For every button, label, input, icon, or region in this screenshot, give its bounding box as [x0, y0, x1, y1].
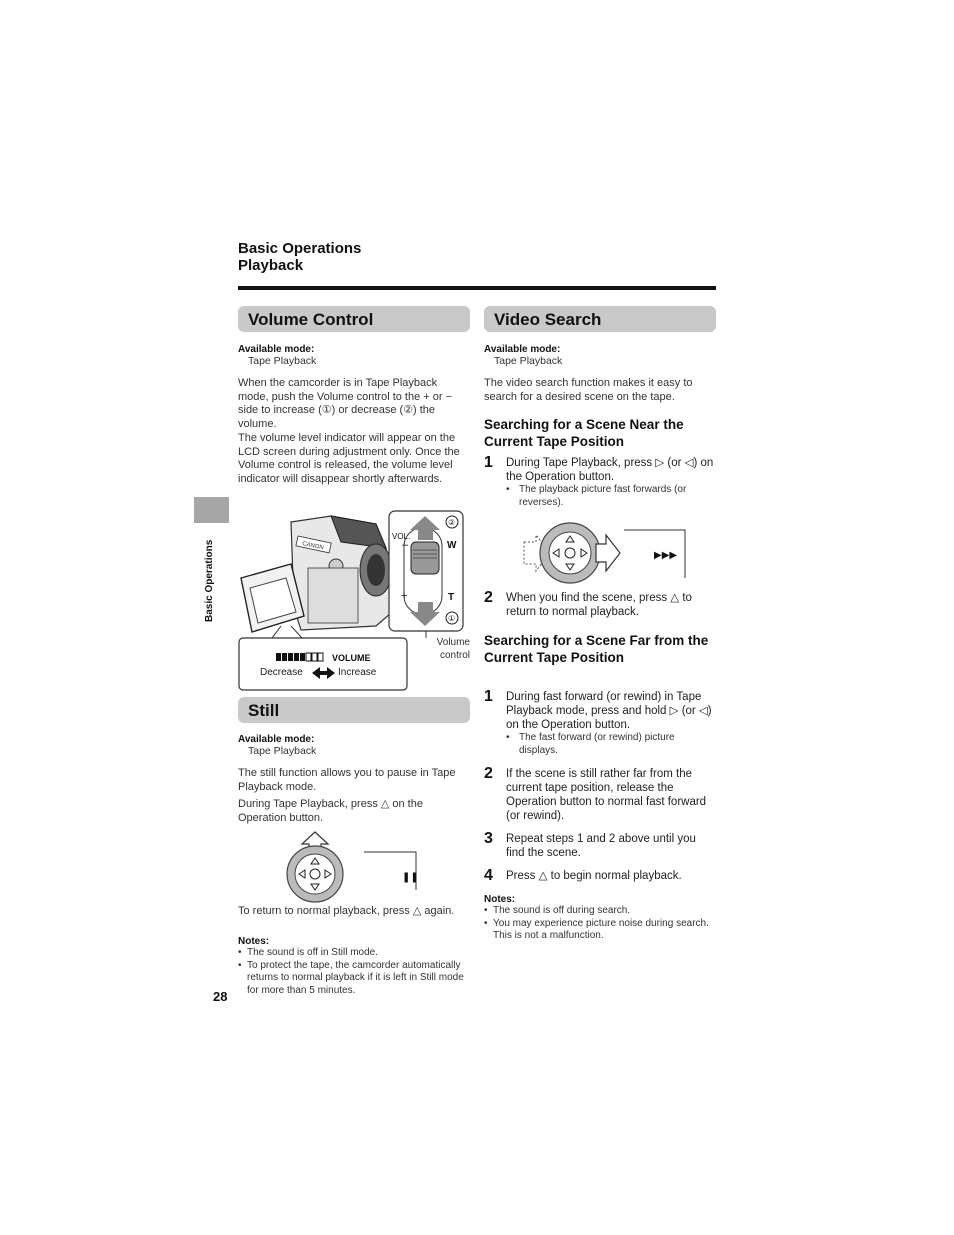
vol-label: VOL.	[392, 532, 411, 541]
volume-control-callout	[418, 637, 470, 662]
step-number: 1	[484, 688, 493, 705]
callout-line-1: Volume	[436, 637, 470, 648]
step-text: Press △ to begin normal playback.	[506, 870, 682, 882]
far-step-4	[484, 869, 716, 883]
step-text: When you find the scene, press △ to return to normal playback.	[506, 592, 692, 618]
camcorder-volume-figure	[236, 508, 476, 694]
step-bullet: • The playback picture fast forwards (or reverses).	[506, 484, 687, 508]
notes-label: Notes:	[484, 894, 516, 905]
fast-forward-icon: ▶▶▶	[654, 550, 678, 561]
section-header	[238, 240, 361, 274]
brand-text: CANON	[301, 541, 325, 552]
far-heading: Searching for a Scene Far from the Current Tape Position	[484, 633, 709, 665]
far-step-2	[484, 767, 716, 823]
still-title: Still	[238, 697, 470, 723]
step-number: 2	[484, 589, 493, 606]
increase-label: Increase	[338, 667, 377, 678]
near-heading: Searching for a Scene Near the Current Tape Position	[484, 417, 684, 449]
step-text: During Tape Playback, press ▷ (or ◁) on the Operation button.	[506, 457, 714, 483]
far-step-3	[484, 832, 716, 860]
minus-label: –	[402, 539, 409, 551]
num-one: ①	[448, 614, 456, 623]
available-mode-label: Available mode:	[238, 734, 315, 745]
available-mode-label: Available mode:	[484, 344, 561, 355]
t-label: T	[448, 592, 455, 603]
still-operation-figure	[280, 828, 425, 904]
video-search-title: Video Search	[484, 306, 716, 332]
available-mode-value: Tape Playback	[248, 745, 317, 757]
volume-control-title: Volume Control	[238, 306, 470, 332]
video-search-notes	[484, 894, 716, 943]
plus-label: +	[401, 590, 408, 602]
near-step-2	[484, 591, 716, 619]
side-tab	[194, 497, 229, 523]
header-line-2: Playback	[238, 257, 304, 274]
still-para-1: The still function allows you to pause in Tape Playback mode.	[238, 767, 456, 793]
num-two: ②	[448, 518, 456, 527]
search-operation-figure	[510, 520, 695, 588]
still-notes	[238, 936, 470, 997]
pause-icon: ❚❚	[402, 872, 419, 883]
step-text: Repeat steps 1 and 2 above until you find the scene.	[506, 833, 696, 859]
volume-para-1: When the camcorder is in Tape Playback mode, push the Volume control to the + or − side to increase (①) or decrease (②) the volume.	[238, 377, 453, 430]
step-number: 4	[484, 867, 493, 884]
step-number: 2	[484, 765, 493, 782]
callout-line-2: control	[439, 649, 470, 661]
indicator-text: VOLUME	[332, 653, 371, 663]
far-step-1	[484, 690, 716, 757]
still-para-3: To return to normal playback, press △ again.	[238, 905, 455, 917]
w-label: W	[447, 540, 457, 551]
step-number: 1	[484, 454, 493, 471]
side-tab-label: Basic Operations	[204, 539, 215, 622]
near-step-1	[484, 456, 716, 509]
note-item: • The sound is off in Still mode.	[238, 947, 378, 958]
step-bullet: • The fast forward (or rewind) picture displays.	[506, 732, 675, 756]
video-search-available	[484, 344, 716, 367]
volume-available	[238, 344, 470, 367]
video-search-intro: The video search function makes it easy to search for a desired scene on the tape.	[484, 377, 693, 403]
step-text: If the scene is still rather far from the current tape position, release the Operation button to normal fast forward (or rewind).	[506, 768, 707, 822]
note-item: • The sound is off during search.	[484, 905, 631, 916]
note-item: • You may experience picture noise during search. This is not a malfunction.	[484, 917, 709, 941]
header-rule	[238, 286, 716, 290]
page-number: 28	[213, 989, 228, 1004]
still-available	[238, 734, 470, 757]
step-number: 3	[484, 830, 493, 847]
header-line-1: Basic Operations	[238, 240, 362, 257]
volume-para-2: The volume level indicator will appear on the LCD screen during adjustment only. Once the Volume control is released, the volume level indicator will disappear shortly afterwards.	[238, 432, 460, 485]
decrease-label: Decrease	[260, 667, 303, 678]
still-para-2: During Tape Playback, press △ on the Operation button.	[238, 798, 423, 824]
notes-label: Notes:	[238, 936, 270, 947]
available-mode-label: Available mode:	[238, 344, 315, 355]
available-mode-value: Tape Playback	[248, 355, 317, 367]
available-mode-value: Tape Playback	[494, 355, 563, 367]
note-item: • To protect the tape, the camcorder automatically returns to normal playback if it is left in Still mode for more than 5 minutes.	[238, 959, 464, 996]
step-text: During fast forward (or rewind) in Tape Playback mode, press and hold ▷ (or ◁) on the Operation button.	[506, 691, 712, 731]
